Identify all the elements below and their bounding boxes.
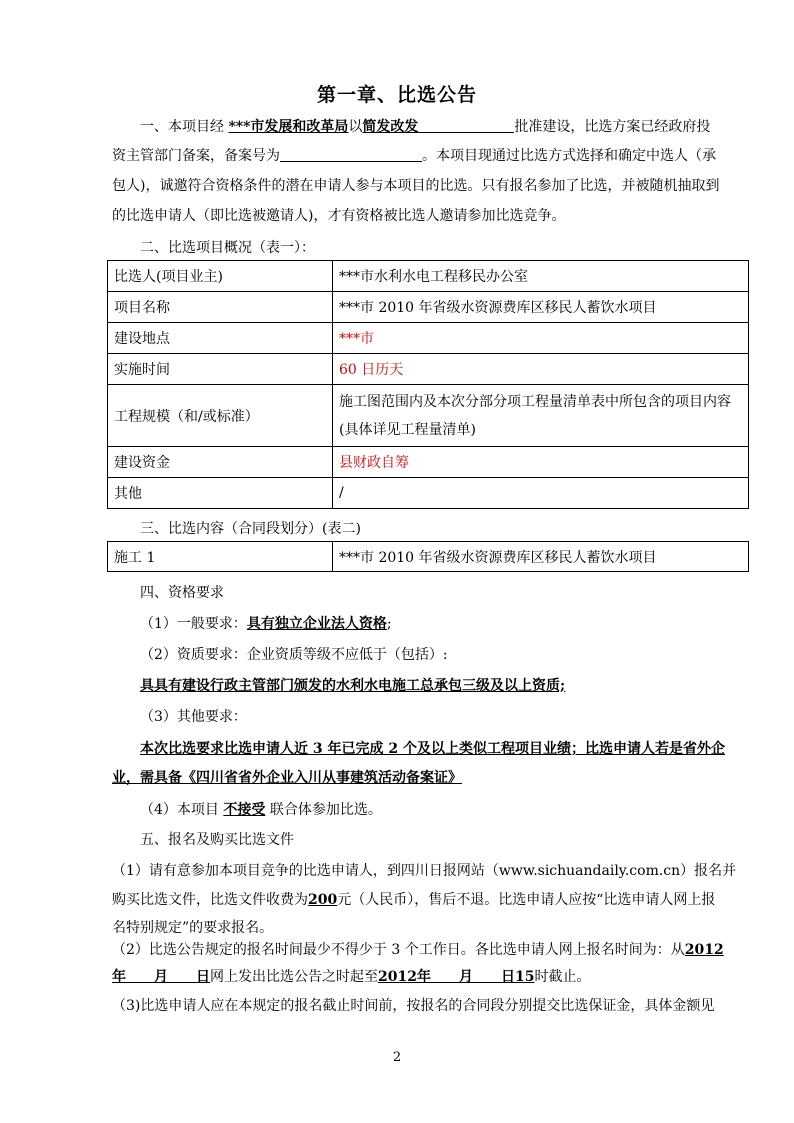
text: 日: [196, 969, 210, 985]
table-row: [108, 323, 749, 354]
approval-doc-prefix: 简发改发: [362, 119, 419, 135]
table-key: 建设资金: [108, 447, 333, 478]
table-row: [108, 354, 749, 385]
text: 网上发出比选公告之时起至: [210, 969, 378, 985]
table-key: 施工 1: [108, 542, 333, 572]
table-value: /: [333, 478, 749, 509]
text: （1）一般要求：: [140, 616, 247, 632]
text: 时截止。: [534, 969, 591, 985]
table-value: [333, 385, 749, 447]
table-key: 建设地点: [108, 323, 333, 354]
table-row: [108, 478, 749, 509]
table-value: ***市 2010 年省级水资源费库区移民人蓄饮水项目: [333, 292, 749, 323]
section2-heading: 二、比选项目概况（表一）：: [140, 240, 315, 256]
scope-line1: 施工图范围内及本次分部分项工程量清单表中所包含的项目内容: [339, 393, 731, 410]
table-value: 60 日历天: [333, 354, 749, 385]
table-key: 项目名称: [108, 292, 333, 323]
end-date-blanks: [378, 969, 534, 985]
text: 以: [348, 119, 363, 135]
text: （2）比选公告规定的报名时间最少不得少于 3 个工作日。各比选申请人网上报名时间为：从: [112, 942, 685, 958]
qualification-detail: 具具有建设行政主管部门颁发的水利水电施工总承包三级及以上资质;: [140, 678, 566, 694]
deposit-line: （3)比选申请人应在本规定的报名截止时间前，按报名的合同段分别提交比选保证金，具体金额见: [112, 998, 715, 1014]
table-key: 比选人(项目业主): [108, 261, 333, 292]
table-key: 实施时间: [108, 354, 333, 385]
para1-line1: [140, 117, 780, 137]
requirement-4: [140, 800, 780, 820]
text: ;: [386, 616, 392, 632]
text: 联合体参加比选。: [269, 802, 382, 818]
registration-line2: [112, 890, 752, 910]
registration-time-line1: [112, 940, 752, 960]
page-title: 第一章、比选公告: [316, 84, 477, 106]
para1-line3: 包人)，诚邀符合资格条件的潜在申请人参与本项目的比选。只有报名参加了比选，并被随机抽取到: [112, 178, 720, 194]
table-row: [108, 447, 749, 478]
page-number: 2: [392, 1050, 402, 1065]
scope-line2: (具体详见工程量清单): [339, 421, 476, 438]
table-value: ***市: [333, 323, 749, 354]
table-row: [108, 542, 749, 572]
contract-section-table: [107, 541, 749, 572]
registration-time-line2: [112, 967, 752, 987]
table-row: [108, 385, 749, 447]
start-year: 2012: [684, 942, 724, 958]
requirement-3: （3）其他要求：: [140, 709, 247, 725]
other-requirement-line2: 业，需具备《四川省省外企业入川从事建筑活动备案证》: [112, 770, 462, 786]
text: 2012年: [378, 969, 431, 985]
text: 元（人民币），售后不退。比选申请人应按“比选申请人网上报: [337, 892, 716, 908]
para1-line4: 的比选申请人（即比选被邀请人)，才有资格被比选人邀请参加比选竞争。: [112, 208, 566, 224]
section4-heading: 四、资格要求: [140, 585, 224, 601]
legal-entity-requirement: 具有独立企业法人资格: [246, 616, 387, 632]
section3-heading: 三、比选内容（合同段划分）(表二): [140, 521, 361, 537]
table-value: 县财政自筹: [333, 447, 749, 478]
text: 。本项目现通过比选方式选择和确定中选人（承: [422, 148, 716, 164]
section5-heading: 五、报名及购买比选文件: [140, 832, 294, 848]
table-row: [108, 261, 749, 292]
document-fee: 200: [308, 892, 338, 908]
text: 一、本项目经: [140, 119, 229, 135]
table-key: 其他: [108, 478, 333, 509]
requirement-2: （2）资质要求：企业资质等级不应低于（包括）:: [140, 647, 448, 663]
para1-line2: [112, 146, 752, 166]
text: 年: [112, 969, 126, 985]
text: 批准建设，比选方案已经政府投: [514, 119, 711, 135]
consortium-not-accepted: 不接受: [223, 802, 266, 818]
registration-line1: （1）请有意参加本项目竞争的比选申请人，到四川日报网站（www.sichuandaily.com.cn）报名并: [112, 863, 737, 879]
text: 资主管部门备案，备案号为: [112, 148, 280, 164]
text: 月: [458, 969, 473, 985]
approval-authority: ***市发展和改革局: [228, 119, 349, 135]
blank-filing-number: [280, 147, 422, 162]
registration-line3: 名特别规定”的要求报名。: [112, 920, 274, 936]
table-row: [108, 292, 749, 323]
start-date-blanks: [112, 969, 210, 985]
table-value: ***市 2010 年省级水资源费库区移民人蓄饮水项目: [333, 542, 749, 572]
text: 日15: [500, 969, 535, 985]
table-key: 工程规模（和/或标准）: [108, 385, 333, 447]
text: 月: [154, 969, 168, 985]
table-value: ***市水利水电工程移民办公室: [333, 261, 749, 292]
blank-doc-number: [418, 118, 514, 133]
project-overview-table: [107, 260, 749, 509]
text: 购买比选文件，比选文件收费为: [112, 892, 308, 908]
text: （4）本项目: [140, 802, 219, 818]
requirement-1: [140, 614, 780, 634]
other-requirement-line1: 本次比选要求比选申请人近 3 年已完成 2 个及以上类似工程项目业绩；比选申请人若是省外企: [140, 741, 725, 757]
